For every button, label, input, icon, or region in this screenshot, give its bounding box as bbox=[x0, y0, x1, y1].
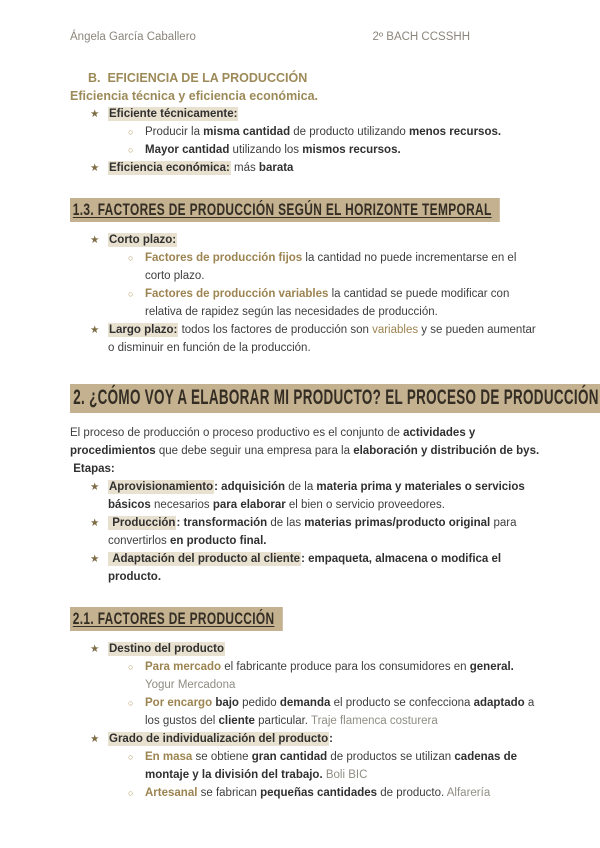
text-run: : adquisición bbox=[214, 481, 286, 493]
text-run: Eficiente técnicamente: bbox=[109, 108, 238, 120]
text-run: mismos recursos bbox=[302, 144, 398, 156]
text-run: Factores de producción fijos bbox=[145, 252, 303, 264]
text-run: bajo bbox=[215, 697, 239, 709]
text-run: Aprovisionamiento bbox=[109, 481, 214, 493]
text-run: Grado de individualización del producto bbox=[109, 733, 329, 745]
item-text bbox=[145, 285, 544, 321]
star-bullet-icon: ★ bbox=[90, 162, 100, 174]
doc-subtitle: Eficiencia técnica y eficiencia económica. bbox=[70, 89, 319, 103]
text-run: materia prima y materiales o servicios básicos bbox=[108, 481, 525, 511]
text-run: Para mercado bbox=[145, 661, 222, 673]
text-run: pedido bbox=[238, 697, 280, 709]
star-bullet-icon: ★ bbox=[90, 517, 100, 529]
text-run: de la bbox=[285, 481, 317, 493]
paragraph bbox=[70, 424, 544, 460]
circle-bullet-icon: ○ bbox=[128, 253, 134, 263]
item-text bbox=[108, 478, 544, 514]
item-text bbox=[108, 514, 544, 550]
circle-bullet-icon: ○ bbox=[128, 127, 134, 137]
star-bullet-icon: ★ bbox=[90, 324, 100, 336]
star-list-item bbox=[70, 514, 544, 550]
text-run: todos los factores de producción son bbox=[178, 324, 373, 336]
text-run: Mayor cantidad bbox=[145, 144, 230, 156]
text-run: barata bbox=[258, 162, 294, 174]
text-run: la cantidad no puede incrementarse en el corto plazo. bbox=[145, 252, 517, 282]
circle-bullet-icon: ○ bbox=[128, 145, 134, 155]
text-run: Traje flamenca costurera bbox=[308, 715, 438, 727]
text-run: : transformación bbox=[176, 517, 268, 529]
text-run: Factores de producción variables bbox=[145, 288, 329, 300]
text-run: Alfarería bbox=[444, 787, 491, 799]
text-run: general. bbox=[469, 661, 514, 673]
text-run: pequeñas cantidades bbox=[260, 787, 378, 799]
text-run: gran cantidad bbox=[251, 751, 328, 763]
text-run: para convertirlos bbox=[108, 517, 517, 547]
star-list-item bbox=[70, 550, 544, 586]
text-run: demanda bbox=[279, 697, 331, 709]
section-heading: 2. ¿CÓMO VOY A ELABORAR MI PRODUCTO? EL PROCESO DE PRODUCCIÓN bbox=[70, 384, 600, 413]
circle-list-item bbox=[70, 285, 544, 321]
circle-bullet-icon: ○ bbox=[128, 698, 134, 708]
text-run: y se pueden aumentar o disminuir en función de la producción. bbox=[108, 324, 536, 354]
text-run: Boli BIC bbox=[322, 769, 368, 781]
star-list-item bbox=[70, 640, 544, 658]
circle-bullet-icon: ○ bbox=[128, 752, 134, 762]
author-name: Ángela García Caballero bbox=[70, 31, 196, 43]
doc-title: B. EFICIENCIA DE LA PRODUCCIÓN bbox=[88, 71, 308, 85]
text-run: El proceso de producción o proceso productivo es el conjunto de bbox=[70, 427, 404, 439]
text-run: utilizando los bbox=[229, 144, 303, 156]
star-bullet-icon: ★ bbox=[90, 553, 100, 565]
section-heading-row bbox=[70, 198, 544, 222]
text-run: Largo plazo: bbox=[109, 324, 178, 336]
circle-list-item bbox=[70, 658, 544, 694]
circle-bullet-icon: ○ bbox=[128, 662, 134, 672]
text-run: particular. bbox=[254, 715, 309, 727]
text-run: . bbox=[497, 126, 502, 138]
item-text bbox=[108, 159, 544, 177]
text-run: actividades y procedimientos bbox=[70, 427, 476, 457]
text-run: el producto se confecciona bbox=[330, 697, 474, 709]
item-text bbox=[145, 784, 544, 802]
text-run: cliente bbox=[218, 715, 255, 727]
text-run: variables bbox=[372, 324, 419, 336]
text-run: Destino del producto bbox=[109, 643, 224, 655]
text-run: adaptado bbox=[473, 697, 525, 709]
text-run: Producir la bbox=[145, 126, 204, 138]
section-heading-row bbox=[70, 607, 544, 631]
circle-bullet-icon: ○ bbox=[128, 788, 134, 798]
text-run: Producción bbox=[109, 517, 176, 529]
item-text bbox=[145, 694, 544, 730]
section-heading: 1.3. FACTORES DE PRODUCCIÓN SEGÚN EL HORIZONTE TEMPORAL bbox=[70, 198, 500, 222]
item-text bbox=[108, 231, 544, 249]
text-run: necesarios bbox=[150, 499, 213, 511]
text-run: : empaqueta, almacena o modifica el producto. bbox=[108, 553, 502, 583]
section-heading-row bbox=[70, 384, 599, 413]
text-run: . bbox=[397, 144, 401, 156]
item-text bbox=[145, 141, 544, 159]
text-run: Eficiencia económica: bbox=[109, 162, 230, 174]
text-run: el fabricante produce para los consumidores en bbox=[221, 661, 470, 673]
text-run: de producto. bbox=[377, 787, 445, 799]
circle-list-item bbox=[70, 123, 544, 141]
star-list-item bbox=[70, 159, 544, 177]
text-run: para elaborar bbox=[212, 499, 286, 511]
text-run: Etapas: bbox=[70, 463, 115, 475]
text-run: Artesanal bbox=[145, 787, 198, 799]
item-text bbox=[145, 748, 544, 784]
item-text bbox=[108, 321, 544, 357]
star-bullet-icon: ★ bbox=[90, 234, 100, 246]
text-run: Yogur Mercadona bbox=[145, 679, 236, 691]
star-list-item bbox=[70, 478, 544, 514]
star-bullet-icon: ★ bbox=[90, 108, 100, 120]
text-run: la cantidad se puede modificar con relativa de rapidez según las necesidades de producción. bbox=[145, 288, 510, 318]
text-run: se obtiene bbox=[192, 751, 252, 763]
star-bullet-icon: ★ bbox=[90, 733, 100, 745]
item-text bbox=[108, 550, 544, 586]
page-header bbox=[0, 0, 600, 44]
item-text bbox=[108, 730, 544, 748]
text-run: más bbox=[230, 162, 259, 174]
circle-list-item bbox=[70, 784, 544, 802]
item-text bbox=[145, 658, 544, 694]
document-body bbox=[0, 70, 600, 802]
item-text bbox=[145, 123, 544, 141]
item-text bbox=[145, 249, 544, 285]
text-run: cadenas de montaje y la división del trabajo. bbox=[145, 751, 518, 781]
item-text bbox=[108, 105, 544, 123]
text-run: de productos se utilizan bbox=[327, 751, 455, 763]
text-run: Por encargo bbox=[145, 697, 213, 709]
circle-list-item bbox=[70, 694, 544, 730]
circle-list-item bbox=[70, 249, 544, 285]
text-run: de producto utilizando bbox=[290, 126, 410, 138]
star-bullet-icon: ★ bbox=[90, 643, 100, 655]
paragraph bbox=[70, 460, 544, 478]
text-run: en producto final. bbox=[170, 535, 267, 547]
text-run: menos recursos bbox=[409, 126, 498, 138]
text-run: de las bbox=[267, 517, 305, 529]
text-run: En masa bbox=[145, 751, 193, 763]
text-run: el bien o servicio proveedores. bbox=[285, 499, 445, 511]
text-run: materias primas/producto original bbox=[304, 517, 491, 529]
circle-list-item bbox=[70, 748, 544, 784]
star-list-item bbox=[70, 730, 544, 748]
text-run: misma cantidad bbox=[203, 126, 291, 138]
circle-list-item bbox=[70, 141, 544, 159]
text-run: : bbox=[329, 733, 334, 745]
text-run: Adaptación del producto al cliente bbox=[109, 553, 301, 565]
course-label: 2º BACH CCSSHH bbox=[372, 31, 470, 43]
star-list-item bbox=[70, 105, 544, 123]
text-run: se fabrican bbox=[197, 787, 261, 799]
star-bullet-icon: ★ bbox=[90, 481, 100, 493]
text-run: que debe seguir una empresa para la bbox=[155, 445, 354, 457]
section-heading: 2.1. FACTORES DE PRODUCCIÓN bbox=[70, 607, 283, 631]
circle-bullet-icon: ○ bbox=[128, 289, 134, 299]
star-list-item bbox=[70, 321, 544, 357]
text-run: a los gustos del bbox=[145, 697, 535, 727]
text-run: elaboración y distribución de bys. bbox=[353, 445, 540, 457]
star-list-item bbox=[70, 231, 544, 249]
item-text bbox=[108, 640, 544, 658]
text-run: Corto plazo: bbox=[109, 234, 177, 246]
